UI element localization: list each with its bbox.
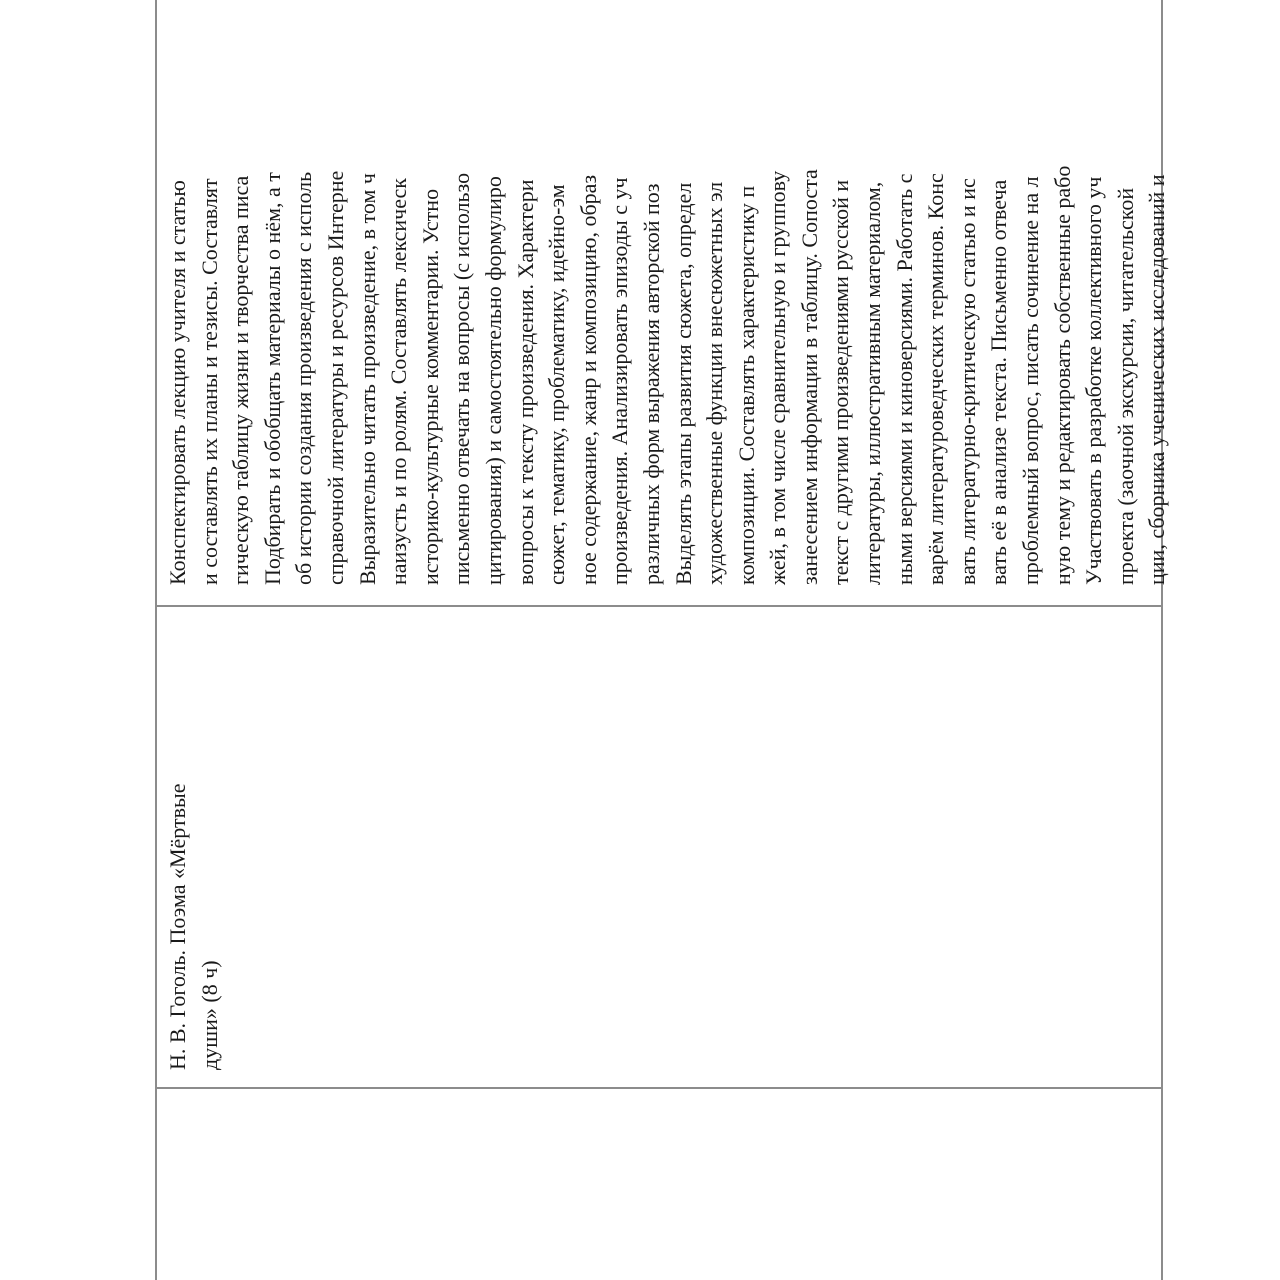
activities-text-line: художественные функции внесюжетных эл	[702, 181, 728, 585]
activities-text-line: об истории создания произведения с исполь	[291, 171, 317, 585]
activities-text-line: цитирования) и самостоятельно формулиро	[480, 176, 506, 585]
activities-text-line: литературы, иллюстративным материалом,	[860, 181, 886, 585]
activities-text-line: произведения. Анализировать эпизоды с уч	[607, 177, 633, 585]
activities-text-line: и составлять их планы и тезисы. Составлят	[196, 178, 222, 585]
activities-text-line: текст с другими произведениями русской и	[828, 179, 854, 585]
table-row-divider-bottom	[155, 1087, 1163, 1089]
activities-text-line: занесением информации в таблицу. Сопоста	[796, 169, 822, 585]
activities-text-line: Подбирать и обобщать материалы о нём, а т	[259, 172, 285, 585]
activities-text-line: ными версиями и киноверсиями. Работать с	[891, 173, 917, 585]
activities-text-line: Конспектировать лекцию учителя и статью	[165, 180, 190, 585]
topic-text-line: Н. В. Гоголь. Поэма «Мёртвые	[165, 783, 190, 1070]
activities-text-line: проблемный вопрос, писать сочинение на л	[1018, 176, 1044, 585]
activities-text-line: Участвовать в разработке коллективного уч	[1081, 176, 1107, 585]
activities-text-line: историко-культурные комментарии. Устно	[417, 188, 443, 585]
topic-cell	[162, 600, 225, 1070]
activities-text-line: варём литературоведческих терминов. Конс	[923, 173, 949, 585]
activities-text-line: вать литературно-критическую статью и ис	[954, 178, 980, 585]
activities-text-line: письменно отвечать на вопросы (с использо	[449, 172, 475, 585]
activities-text-line: справочной литературы и ресурсов Интерне	[322, 170, 348, 585]
activities-text-line: ции, сборника ученических исследований и	[1144, 174, 1170, 585]
activities-text-line: сюжет, тематику, проблематику, идейно-эм	[544, 184, 570, 585]
activities-text-line: наизусть и по ролям. Составлять лексическ	[386, 178, 412, 585]
topic-text-line: души» (8 ч)	[196, 960, 222, 1070]
activities-text-line: вопросы к тексту произведения. Характери	[512, 179, 538, 585]
activities-text-line: гическую таблицу жизни и творчества писа	[228, 175, 254, 585]
activities-text-line: проекта (заочной экскурсии, читательской	[1112, 187, 1138, 585]
activities-text-line: ную тему и редактировать собственные рабо	[1049, 165, 1075, 585]
activities-text-line: различных форм выражения авторской поз	[638, 183, 664, 585]
activities-text-line: жей, в том числе сравнительную и группову	[765, 170, 791, 585]
activities-cell	[162, 0, 1173, 585]
activities-text-line: вать её в анализе текста. Письменно отвеча	[986, 179, 1012, 585]
activities-text-line: Выразительно читать произведение, в том ч	[354, 173, 380, 585]
activities-text-line: композиции. Составлять характеристику п	[733, 185, 759, 585]
table-row-divider-top	[155, 605, 1163, 607]
activities-text-line: Выделять этапы развития сюжета, определ	[670, 182, 696, 585]
activities-text-line: ное содержание, жанр и композицию, образ	[575, 174, 601, 585]
